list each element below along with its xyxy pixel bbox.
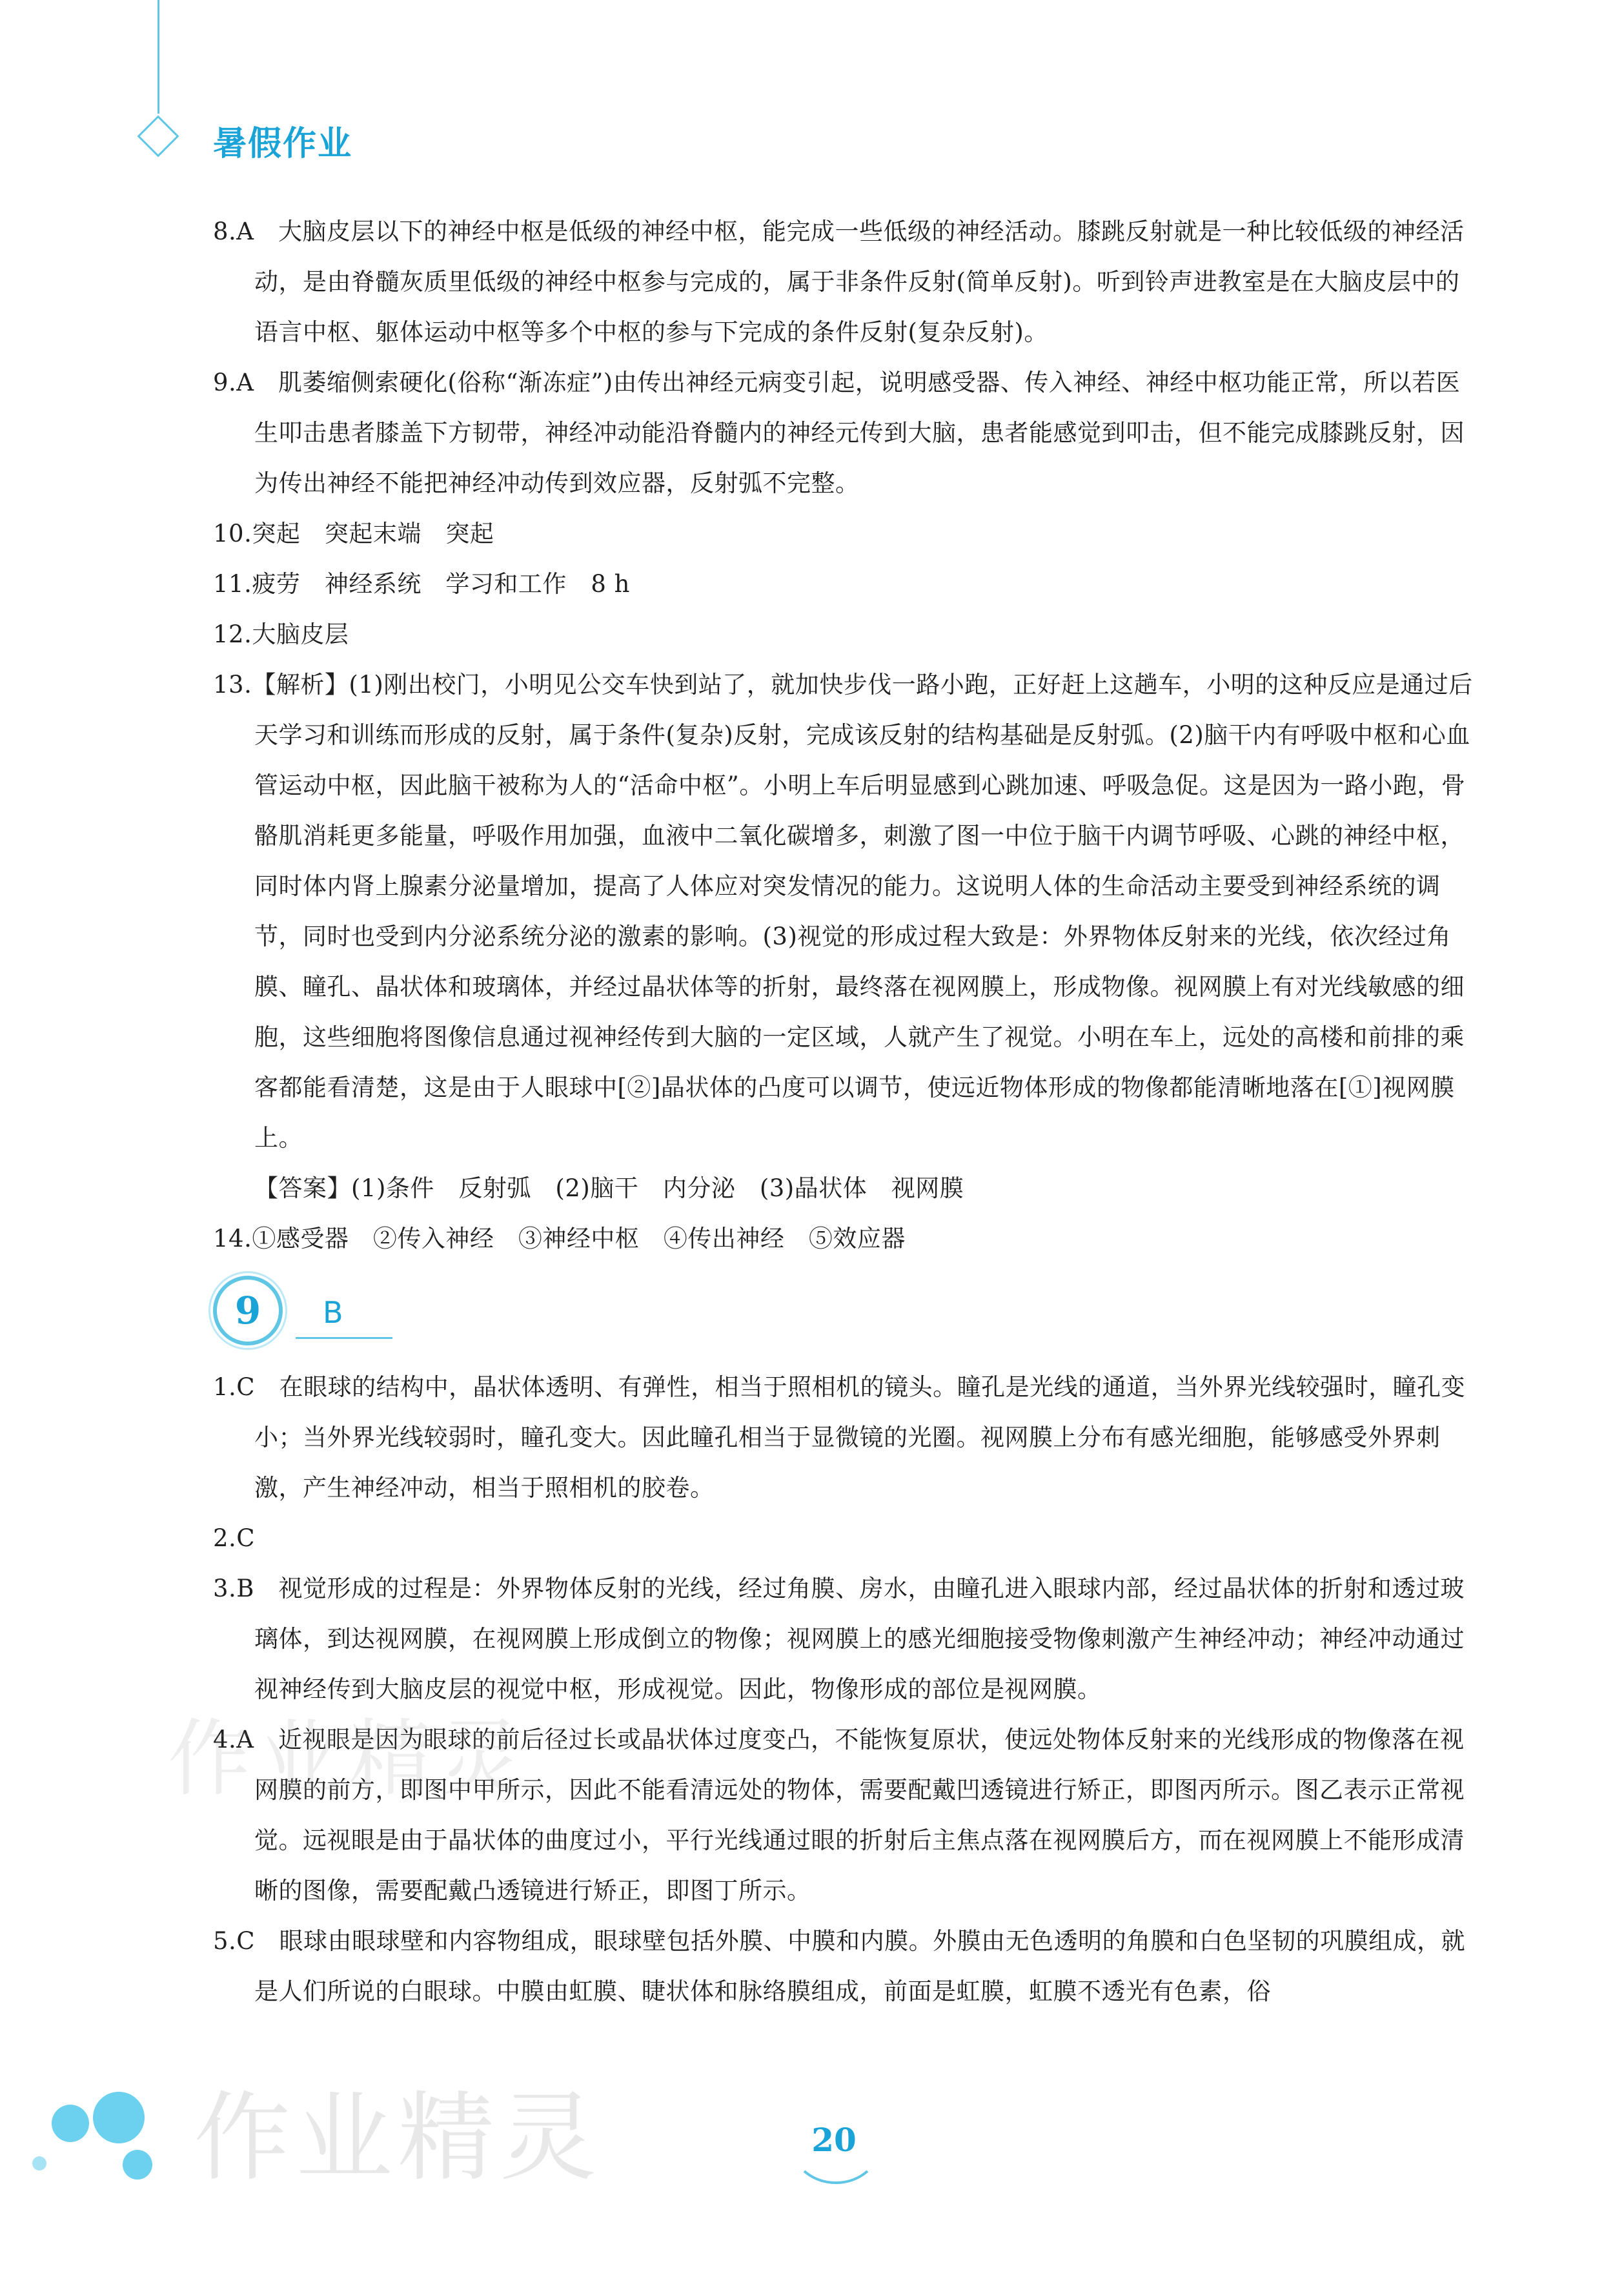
answer-item-13-key: 【答案】(1)条件 反射弧 (2)脑干 内分泌 (3)晶状体 视网膜 xyxy=(254,1174,964,1202)
dot-icon xyxy=(123,2150,152,2180)
answer-item-b3: 3.B 视觉形成的过程是：外界物体反射的光线，经过角膜、房水，由瞳孔进入眼球内部，经过晶状体的折射和透过玻璃体，到达视网膜，在视网膜上形成倒立的物像；视网膜上的感光细胞接受物像刺激产生神经冲动；神经冲动通过视神经传到大脑皮层的视觉中枢，形成视觉。因此，物像形成的部位是视网膜。 xyxy=(213,1575,1465,1703)
section-header xyxy=(213,1269,1478,1360)
answer-item-b2: 2.C xyxy=(213,1524,256,1552)
section-letter: B xyxy=(323,1295,343,1330)
answer-item-8: 8.A 大脑皮层以下的神经中枢是低级的神经中枢，能完成一些低级的神经活动。膝跳反射就是一种比较低级的神经活动，是由脊髓灰质里低级的神经中枢参与完成的，属于非条件反射(简单反射)。听到铃声进教室是在大脑皮层中的语言中枢、躯体运动中枢等多个中枢的参与下完成的条件反射(复杂反射)。 xyxy=(213,218,1465,346)
header-diamond-icon xyxy=(137,115,179,157)
watermark-logo: 作业精灵 xyxy=(194,2082,602,2194)
answer-item-14: 14.①感受器 ②传入神经 ③神经中枢 ④传出神经 ⑤效应器 xyxy=(213,1225,906,1252)
answer-content xyxy=(213,207,1478,2017)
answer-item-b1: 1.C 在眼球的结构中，晶状体透明、有弹性，相当于照相机的镜头。瞳孔是光线的通道，当外界光线较强时，瞳孔变小；当外界光线较弱时，瞳孔变大。因此瞳孔相当于显微镜的光圈。视网膜上分布有感光细胞，能够感受外界刺激，产生神经冲动，相当于照相机的胶卷。 xyxy=(213,1373,1466,1502)
page-header-title: 暑假作业 xyxy=(213,125,353,163)
answer-item-9: 9.A 肌萎缩侧索硬化(俗称“渐冻症”)由传出神经元病变引起，说明感受器、传入神经、神经中枢功能正常，所以若医生叩击患者膝盖下方韧带，神经冲动能沿脊髓内的神经元传到大脑，患者能感觉到叩击，但不能完成膝跳反射，因为传出神经不能把神经冲动传到效应器，反射弧不完整。 xyxy=(213,369,1465,497)
page-number: 20 xyxy=(811,2121,857,2159)
answer-item-10: 10.突起 突起末端 突起 xyxy=(213,520,494,547)
watermark-faint: 作业精灵 xyxy=(168,1710,530,1808)
answer-item-12: 12.大脑皮层 xyxy=(213,620,349,648)
dot-icon xyxy=(93,2092,145,2143)
header-vertical-line xyxy=(157,0,159,114)
answer-item-b5: 5.C 眼球由眼球壁和内容物组成，眼球壁包括外膜、中膜和内膜。外膜由无色透明的角膜和白色坚韧的巩膜组成，就是人们所说的白眼球。中膜由虹膜、睫状体和脉络膜组成，前面是虹膜，虹膜不透光有色素，俗 xyxy=(213,1927,1466,2005)
section-underline xyxy=(296,1337,392,1339)
answer-item-b4: 4.A 近视眼是因为眼球的前后径过长或晶状体过度变凸，不能恢复原状，使远处物体反射来的光线形成的物像落在视网膜的前方，即图中甲所示，因此不能看清远处的物体，需要配戴凹透镜进行矫正，即图丙所示。图乙表示正常视觉。远视眼是由于晶状体的曲度过小，平行光线通过眼的折射后主焦点落在视网膜后方，而在视网膜上不能形成清晰的图像，需要配戴凸透镜进行矫正，即图丁所示。 xyxy=(213,1726,1465,1905)
answer-item-13: 13.【解析】(1)刚出校门，小明见公交车快到站了，就加快步伐一路小跑，正好赶上这趟车，小明的这种反应是通过后天学习和训练而形成的反射，属于条件(复杂)反射，完成该反射的结构基础是反射弧。(2)脑干内有呼吸中枢和心血管运动中枢，因此脑干被称为人的“活命中枢”。小明上车后明显感到心跳加速、呼吸急促。这是因为一路小跑，骨骼肌消耗更多能量，呼吸作用加强，血液中二氧化碳增多，刺激了图一中位于脑干内调节呼吸、心跳的神经中枢，同时体内肾上腺素分泌量增加，提高了人体应对突发情况的能力。这说明人体的生命活动主要受到神经系统的调节，同时也受到内分泌系统分泌的激素的影响。(3)视觉的形成过程大致是：外界物体反射来的光线，依次经过角膜、瞳孔、晶状体和玻璃体，并经过晶状体等的折射，最终落在视网膜上，形成物像。视网膜上有对光线敏感的细胞，这些细胞将图像信息通过视神经传到大脑的一定区域，人就产生了视觉。小明在车上，远处的高楼和前排的乘客都能看清楚，这是由于人眼球中[②]晶状体的凸度可以调节，使远近物体形成的物像都能清晰地落在[①]视网膜上。 xyxy=(213,671,1473,1152)
dot-icon xyxy=(52,2105,89,2142)
decorative-dots xyxy=(26,2066,219,2260)
section-number-badge: 9 xyxy=(213,1276,283,1345)
answer-item-11: 11.疲劳 神经系统 学习和工作 8 h xyxy=(213,570,630,598)
dot-icon xyxy=(32,2156,46,2171)
